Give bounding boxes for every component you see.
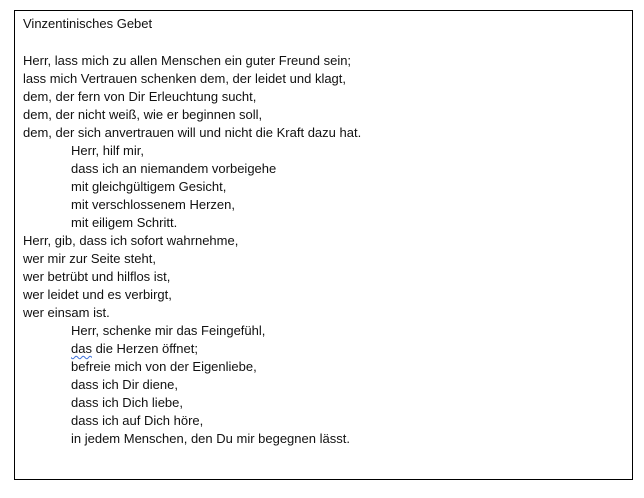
poem-line-indented: in jedem Menschen, den Du mir begegnen lässt. [71,431,350,446]
poem-line-indented: dass ich an niemandem vorbeigehe [71,161,277,176]
poem-line: dem, der nicht weiß, wie er beginnen soll, [23,107,263,122]
poem-line: wer betrübt und hilflos ist, [23,269,171,284]
poem-line: lass mich Vertrauen schenken dem, der leidet und klagt, [23,71,347,86]
poem-line-indented: befreie mich von der Eigenliebe, [71,359,257,374]
poem-line: Herr, lass mich zu allen Menschen ein guter Freund sein; [23,53,352,68]
poem-line-indented: dass ich Dir diene, [71,377,178,392]
poem-line: wer einsam ist. [23,305,110,320]
document-title: Vinzentinisches Gebet [23,16,153,31]
spellcheck-flagged-word[interactable]: das [71,341,92,356]
poem-line: dem, der sich anvertrauen will und nicht die Kraft dazu hat. [23,125,362,140]
poem-line: dem, der fern von Dir Erleuchtung sucht, [23,89,257,104]
poem-line-indented [23,340,361,358]
poem-line-indented: dass ich auf Dich höre, [71,413,204,428]
poem-line-indented: mit eiligem Schritt. [71,215,178,230]
poem-line-indented: dass ich Dich liebe, [71,395,183,410]
poem-line-indented: mit gleichgültigem Gesicht, [71,179,227,194]
poem-line: wer mir zur Seite steht, [23,251,156,266]
poem-line: wer leidet und es verbirgt, [23,287,172,302]
poem-line-indented: mit verschlossenem Herzen, [71,197,235,212]
poem-line-indented: Herr, hilf mir, [71,143,144,158]
poem-line: Herr, gib, dass ich sofort wahrnehme, [23,233,239,248]
poem-line-indented: Herr, schenke mir das Feingefühl, [71,323,266,338]
document-frame [14,10,633,480]
poem-line-text: die Herzen öffnet; [91,341,198,356]
poem-body [23,52,361,448]
